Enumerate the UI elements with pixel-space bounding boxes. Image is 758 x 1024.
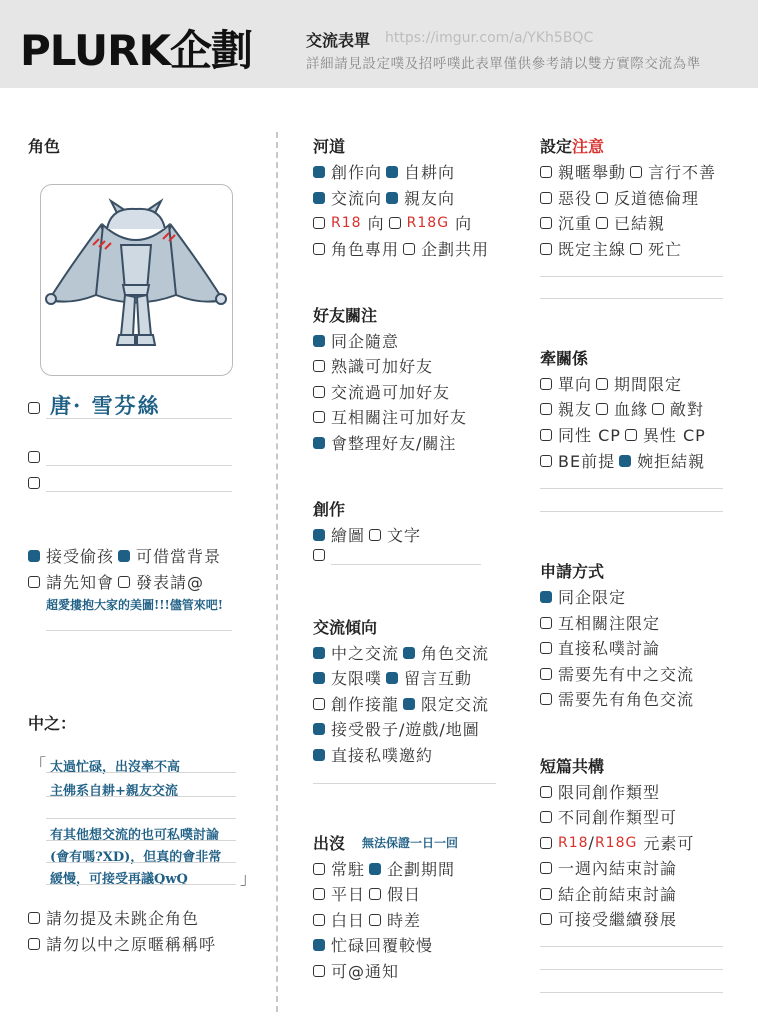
checkbox[interactable] xyxy=(28,576,40,588)
option-label: 死亡 xyxy=(648,240,683,259)
checkbox[interactable] xyxy=(28,912,40,924)
settings-underline xyxy=(540,276,723,277)
checkbox[interactable] xyxy=(118,576,130,588)
option-label: 限定交流 xyxy=(421,695,490,714)
checkbox[interactable] xyxy=(369,863,381,875)
option-label: 向 xyxy=(367,214,385,233)
relations-underline xyxy=(540,488,723,489)
online-section-title: 出沒 xyxy=(313,834,346,853)
friend-option xyxy=(313,329,399,352)
player-note-line xyxy=(46,818,236,819)
player-note-line xyxy=(46,862,236,863)
checkbox[interactable] xyxy=(313,672,325,684)
river-row-1 xyxy=(313,160,455,183)
checkbox[interactable] xyxy=(369,888,381,900)
online-row-5 xyxy=(313,959,399,982)
apply-section-title: 申請方式 xyxy=(540,562,605,581)
option-label: 親暱舉動 xyxy=(558,163,627,182)
river-row-3 xyxy=(313,211,472,234)
river-section-title: 河道 xyxy=(313,137,346,156)
checkbox[interactable] xyxy=(630,166,642,178)
short-underline xyxy=(540,946,723,947)
option-label: 限同創作類型 xyxy=(558,783,661,802)
friend-option xyxy=(313,405,467,428)
option-label: 中之交流 xyxy=(331,644,400,663)
name-checkbox-row[interactable] xyxy=(28,402,46,414)
option-label: 會整理好友/關注 xyxy=(331,434,457,453)
checkbox[interactable] xyxy=(540,837,552,849)
settings-underline xyxy=(540,298,723,299)
relations-row-2 xyxy=(540,397,704,420)
checkbox[interactable] xyxy=(386,166,398,178)
option-label: 同性 CP xyxy=(558,426,621,445)
name-underline xyxy=(46,418,232,419)
checkbox[interactable] xyxy=(540,888,552,900)
checkbox[interactable] xyxy=(313,360,325,372)
option-label: 血緣 xyxy=(614,400,649,419)
checkbox[interactable] xyxy=(540,192,552,204)
quote-open: 「 xyxy=(30,755,47,774)
checkbox[interactable] xyxy=(313,529,325,541)
rating-tag: R18G xyxy=(406,214,450,231)
friend-option xyxy=(313,354,433,377)
relations-section-title: 牽關係 xyxy=(540,349,589,368)
form-note: 詳細請見設定噗及招呼噗此表單僅供參考請以雙方實際交流為準 xyxy=(306,56,701,72)
checkbox[interactable] xyxy=(540,786,552,798)
checkbox[interactable] xyxy=(389,217,401,229)
checkbox[interactable] xyxy=(28,451,40,463)
checkbox[interactable] xyxy=(403,243,415,255)
option-label: 親友 xyxy=(558,400,593,419)
player-note-line xyxy=(46,840,236,841)
option-label: 交流向 xyxy=(331,189,383,208)
option-label: 文字 xyxy=(387,526,422,545)
option-label: 同企限定 xyxy=(558,588,627,607)
checkbox[interactable] xyxy=(540,862,552,874)
online-note: 無法保證一日一回 xyxy=(362,836,459,850)
option-label: 元素可 xyxy=(643,834,695,853)
short-underline xyxy=(540,969,723,970)
option-label: 常駐 xyxy=(331,860,366,879)
option-label: 企劃期間 xyxy=(387,860,456,879)
option-label: 請先知會 xyxy=(46,573,115,592)
option-label: 可接受繼續發展 xyxy=(558,910,678,929)
option-label: 反道德倫理 xyxy=(614,189,700,208)
checkbox[interactable] xyxy=(596,192,608,204)
option-label: 需要先有角色交流 xyxy=(558,690,695,709)
option-label: 創作向 xyxy=(331,163,383,182)
player-note-line xyxy=(46,772,236,773)
character-illustration xyxy=(41,185,231,374)
option-label: 期間限定 xyxy=(614,375,683,394)
checkbox[interactable] xyxy=(313,386,325,398)
column-divider xyxy=(276,132,278,1012)
settings-row-1 xyxy=(540,160,716,183)
friend-section-title: 好友關注 xyxy=(313,306,378,325)
online-row-3 xyxy=(313,908,421,931)
option-label: 角色專用 xyxy=(331,240,400,259)
form-title: 交流表單 xyxy=(306,31,371,50)
checkbox[interactable] xyxy=(596,403,608,415)
checkbox[interactable] xyxy=(313,437,325,449)
checkbox[interactable] xyxy=(313,647,325,659)
checkbox[interactable] xyxy=(540,403,552,415)
option-label: 請勿以中之原暱稱稱呼 xyxy=(46,935,217,954)
creation-blank-underline xyxy=(331,564,481,565)
option-label: 企劃共用 xyxy=(421,240,490,259)
online-row-4 xyxy=(313,933,433,956)
option-label: 既定主線 xyxy=(558,240,627,259)
option-label: BE前提 xyxy=(558,452,616,471)
short-section-title: 短篇共構 xyxy=(540,757,605,776)
player-section-title: 中之： xyxy=(28,714,77,733)
checkbox[interactable] xyxy=(540,429,552,441)
tendency-row-3 xyxy=(313,692,489,715)
short-underline xyxy=(540,992,723,993)
checkbox[interactable] xyxy=(540,166,552,178)
option-label: 交流過可加好友 xyxy=(331,383,451,402)
checkbox[interactable] xyxy=(28,477,40,489)
option-label: 白日 xyxy=(331,911,366,930)
settings-row-4 xyxy=(540,237,682,260)
option-label: 平日 xyxy=(331,885,366,904)
option-label: 異性 CP xyxy=(642,426,706,445)
checkbox[interactable] xyxy=(540,811,552,823)
option-label: 不同創作類型可 xyxy=(558,808,678,827)
river-row-4 xyxy=(313,237,489,260)
option-label: 同企隨意 xyxy=(331,332,400,351)
blank-row-2[interactable] xyxy=(28,477,46,489)
relations-row-4 xyxy=(540,449,705,472)
checkbox[interactable] xyxy=(596,217,608,229)
form-url-link[interactable]: https://imgur.com/a/YKh5BQC xyxy=(385,30,594,46)
checkbox[interactable] xyxy=(652,403,664,415)
character-option-row-1 xyxy=(28,544,221,567)
option-label: 可@通知 xyxy=(331,962,400,981)
player-note-line xyxy=(46,884,236,885)
option-label: 單向 xyxy=(558,375,593,394)
option-label: 婉拒結親 xyxy=(637,452,706,471)
separator: / xyxy=(588,833,595,852)
option-label: 已結親 xyxy=(614,214,666,233)
rating-tag: R18 xyxy=(331,214,362,231)
settings-section-title: 設定注意 xyxy=(540,137,605,156)
checkbox[interactable] xyxy=(28,938,40,950)
character-option-row-2 xyxy=(28,570,204,593)
tendency-row-2 xyxy=(313,666,472,689)
short-option xyxy=(540,856,677,879)
short-option xyxy=(540,907,677,930)
rating-tag: R18 xyxy=(558,834,589,851)
checkbox[interactable] xyxy=(630,243,642,255)
checkbox[interactable] xyxy=(369,529,381,541)
player-option-row-2 xyxy=(28,932,216,955)
player-note-3: 有其他想交流的也可私噗討論 xyxy=(50,828,220,843)
settings-row-3 xyxy=(540,211,665,234)
option-label: 友限噗 xyxy=(331,669,383,688)
short-option xyxy=(540,805,677,828)
checkbox[interactable] xyxy=(118,550,130,562)
checkbox[interactable] xyxy=(28,402,40,414)
checkbox[interactable] xyxy=(313,411,325,423)
option-label: 請勿提及未跳企角色 xyxy=(46,909,200,928)
checkbox[interactable] xyxy=(386,192,398,204)
quote-close: 」 xyxy=(240,869,257,888)
player-note-5: 緩慢，可接受再議QwQ xyxy=(50,872,188,887)
option-label: 親友向 xyxy=(404,189,456,208)
player-note-line xyxy=(46,796,236,797)
blank-row-1[interactable] xyxy=(28,451,46,463)
short-option xyxy=(540,780,660,803)
handwritten-note: 超愛摟抱大家的美圖!!!儘管來吧! xyxy=(46,598,224,612)
tendency-row-4 xyxy=(313,717,480,740)
tendency-section-title: 交流傾向 xyxy=(313,618,378,637)
option-label: 需要先有中之交流 xyxy=(558,665,695,684)
option-label: 結企前結束討論 xyxy=(558,885,678,904)
checkbox[interactable] xyxy=(540,617,552,629)
checkbox[interactable] xyxy=(403,647,415,659)
character-portrait xyxy=(40,184,233,376)
option-label: 可借當背景 xyxy=(136,547,222,566)
blank-underline-1 xyxy=(46,465,232,466)
note-underline xyxy=(46,630,232,631)
checkbox[interactable] xyxy=(403,698,415,710)
river-row-2 xyxy=(313,186,455,209)
option-label: 直接私噗討論 xyxy=(558,639,661,658)
checkbox[interactable] xyxy=(596,378,608,390)
option-label: 敵對 xyxy=(670,400,705,419)
apply-option xyxy=(540,611,660,634)
option-label: 惡役 xyxy=(558,189,593,208)
player-note-2: 主佛系自耕+親友交流 xyxy=(50,784,178,799)
friend-option xyxy=(313,431,456,454)
checkbox[interactable] xyxy=(540,693,552,705)
checkbox[interactable] xyxy=(313,192,325,204)
option-label: 熟識可加好友 xyxy=(331,357,434,376)
settings-row-2 xyxy=(540,186,699,209)
checkbox[interactable] xyxy=(369,914,381,926)
checkbox[interactable] xyxy=(313,335,325,347)
checkbox[interactable] xyxy=(540,455,552,467)
option-label: 言行不善 xyxy=(648,163,717,182)
checkbox[interactable] xyxy=(313,863,325,875)
checkbox[interactable] xyxy=(313,888,325,900)
checkbox[interactable] xyxy=(540,591,552,603)
checkbox[interactable] xyxy=(625,429,637,441)
apply-option xyxy=(540,585,626,608)
option-label: 自耕向 xyxy=(404,163,456,182)
checkbox[interactable] xyxy=(313,965,325,977)
option-label: 一週內結束討論 xyxy=(558,859,678,878)
option-label: 發表請@ xyxy=(136,573,205,592)
option-label: 繪圖 xyxy=(331,526,366,545)
option-label: 沉重 xyxy=(558,214,593,233)
checkbox[interactable] xyxy=(313,166,325,178)
option-label: 互相關注可加好友 xyxy=(331,408,468,427)
checkbox[interactable] xyxy=(313,217,325,229)
option-label: 向 xyxy=(455,214,473,233)
apply-option xyxy=(540,636,660,659)
creation-blank-row[interactable] xyxy=(313,549,331,561)
checkbox[interactable] xyxy=(540,913,552,925)
online-row-2 xyxy=(313,882,421,905)
option-label: 接受偷孩 xyxy=(46,547,115,566)
option-label: 接受骰子/遊戲/地圖 xyxy=(331,720,480,739)
checkbox[interactable] xyxy=(313,914,325,926)
option-label: 時差 xyxy=(387,911,422,930)
checkbox[interactable] xyxy=(540,243,552,255)
checkbox[interactable] xyxy=(619,455,631,467)
option-label: 忙碌回覆較慢 xyxy=(331,936,434,955)
logo: PLURK企劃 xyxy=(20,26,253,75)
checkbox[interactable] xyxy=(313,549,325,561)
tendency-underline xyxy=(313,783,496,784)
online-row-1 xyxy=(313,857,455,880)
checkbox[interactable] xyxy=(386,672,398,684)
checkbox[interactable] xyxy=(540,668,552,680)
rating-tag: R18G xyxy=(594,834,638,851)
option-label: 互相關注限定 xyxy=(558,614,661,633)
checkbox[interactable] xyxy=(540,378,552,390)
character-section-title: 角色 xyxy=(28,137,61,156)
relations-row-1 xyxy=(540,372,682,395)
checkbox[interactable] xyxy=(540,217,552,229)
checkbox[interactable] xyxy=(313,723,325,735)
creation-row xyxy=(313,523,421,546)
option-label: 假日 xyxy=(387,885,422,904)
checkbox[interactable] xyxy=(313,698,325,710)
tendency-row-1 xyxy=(313,641,489,664)
checkbox[interactable] xyxy=(28,550,40,562)
relations-underline xyxy=(540,511,723,512)
checkbox[interactable] xyxy=(540,642,552,654)
player-option-row-1 xyxy=(28,906,199,929)
player-note-1: 太過忙碌，出沒率不高 xyxy=(50,760,181,775)
option-label: 直接私噗邀約 xyxy=(331,746,434,765)
option-label: 角色交流 xyxy=(421,644,490,663)
blank-underline-2 xyxy=(46,491,232,492)
option-label: 創作接龍 xyxy=(331,695,400,714)
friend-option xyxy=(313,380,450,403)
checkbox[interactable] xyxy=(313,749,325,761)
short-option xyxy=(540,882,677,905)
header-bar xyxy=(0,0,758,88)
creation-section-title: 創作 xyxy=(313,500,346,519)
checkbox[interactable] xyxy=(313,243,325,255)
apply-option xyxy=(540,662,694,685)
relations-row-3 xyxy=(540,423,706,446)
checkbox[interactable] xyxy=(313,939,325,951)
apply-option xyxy=(540,687,694,710)
character-name: 唐· 雪芬絲 xyxy=(50,393,161,418)
option-label: 留言互動 xyxy=(404,669,473,688)
tendency-row-5 xyxy=(313,743,433,766)
short-option xyxy=(540,831,694,854)
player-note-4: (會有嗎?XD)，但真的會非常 xyxy=(50,850,222,865)
